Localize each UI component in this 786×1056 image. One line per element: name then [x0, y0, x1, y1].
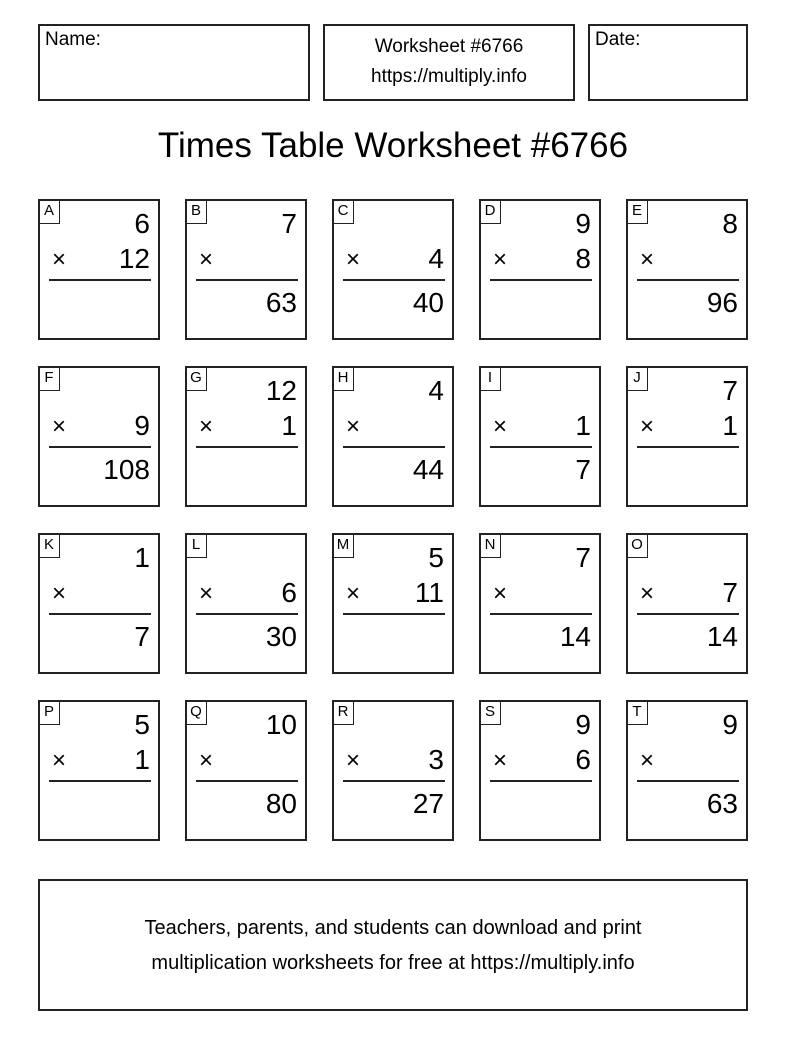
problem-bottom-number: 12: [118, 243, 150, 274]
problem-letter: K: [39, 534, 60, 558]
problem-bottom-number: 7: [722, 577, 738, 608]
times-sign: ×: [346, 580, 361, 607]
times-sign: ×: [199, 747, 214, 774]
problem-answer: 63: [706, 788, 738, 819]
problem-card[interactable]: [185, 700, 307, 841]
problem-letter: H: [333, 367, 354, 391]
problem-bottom-number: 1: [722, 410, 738, 441]
problem-top-number: 10: [265, 709, 297, 740]
problem-answer: 7: [575, 454, 591, 485]
problem-rule-line: [490, 279, 592, 281]
problem-letter: E: [627, 200, 648, 224]
problem-card[interactable]: [185, 199, 307, 340]
problem-card[interactable]: [38, 366, 160, 507]
problem-card[interactable]: [332, 199, 454, 340]
problem-top-number: 12: [265, 375, 297, 406]
problem-answer: 27: [412, 788, 444, 819]
problem-rule-line: [490, 613, 592, 615]
problem-top-number: 6: [134, 208, 150, 239]
times-sign: ×: [640, 747, 655, 774]
times-sign: ×: [52, 246, 67, 273]
problem-card[interactable]: [479, 199, 601, 340]
problem-letter: D: [480, 200, 501, 224]
problem-bottom-number: 3: [428, 744, 444, 775]
problem-card[interactable]: [626, 533, 748, 674]
times-sign: ×: [52, 413, 67, 440]
problem-top-number: 1: [134, 542, 150, 573]
problem-card[interactable]: [38, 533, 160, 674]
problem-letter: O: [627, 534, 648, 558]
problem-top-number: 7: [575, 542, 591, 573]
problem-card[interactable]: [185, 533, 307, 674]
times-sign: ×: [52, 580, 67, 607]
problem-rule-line: [196, 780, 298, 782]
problem-answer: 108: [103, 454, 150, 485]
times-sign: ×: [346, 413, 361, 440]
footer-line-2: multiplication worksheets for free at https://multiply.info: [151, 952, 635, 974]
problem-top-number: 7: [722, 375, 738, 406]
problem-answer: 63: [265, 287, 297, 318]
problem-letter: B: [186, 200, 207, 224]
problem-rule-line: [49, 279, 151, 281]
problem-letter: A: [39, 200, 60, 224]
problem-rule-line: [49, 446, 151, 448]
problem-letter: F: [39, 367, 60, 391]
problem-answer: 7: [134, 621, 150, 652]
problem-answer: 96: [706, 287, 738, 318]
problem-letter: M: [333, 534, 354, 558]
problem-rule-line: [490, 780, 592, 782]
problem-letter: R: [333, 701, 354, 725]
problem-card[interactable]: [185, 366, 307, 507]
problem-top-number: 4: [428, 375, 444, 406]
times-sign: ×: [493, 413, 508, 440]
footer-line-1: Teachers, parents, and students can download and print: [144, 917, 642, 939]
problem-letter: J: [627, 367, 648, 391]
problem-card[interactable]: [479, 533, 601, 674]
times-sign: ×: [199, 580, 214, 607]
problem-card[interactable]: [332, 533, 454, 674]
problem-rule-line: [637, 613, 739, 615]
problem-top-number: 5: [428, 542, 444, 573]
problem-rule-line: [196, 613, 298, 615]
times-sign: ×: [52, 747, 67, 774]
problem-top-number: 5: [134, 709, 150, 740]
problem-bottom-number: 8: [575, 243, 591, 274]
problem-letter: L: [186, 534, 207, 558]
problem-letter: P: [39, 701, 60, 725]
problem-bottom-number: 6: [575, 744, 591, 775]
problem-card[interactable]: [332, 366, 454, 507]
problem-rule-line: [49, 613, 151, 615]
problem-top-number: 9: [575, 208, 591, 239]
problem-card[interactable]: [38, 199, 160, 340]
problem-rule-line: [343, 780, 445, 782]
problem-letter: I: [480, 367, 501, 391]
problem-bottom-number: 11: [414, 577, 444, 608]
times-sign: ×: [640, 580, 655, 607]
problem-answer: 14: [559, 621, 591, 652]
problem-bottom-number: 1: [575, 410, 591, 441]
problem-rule-line: [343, 446, 445, 448]
problem-answer: 80: [265, 788, 297, 819]
times-sign: ×: [640, 413, 655, 440]
times-sign: ×: [199, 413, 214, 440]
problem-rule-line: [637, 780, 739, 782]
problem-card[interactable]: [332, 700, 454, 841]
times-sign: ×: [493, 580, 508, 607]
problem-card[interactable]: [626, 700, 748, 841]
problem-letter: G: [186, 367, 207, 391]
problem-letter: Q: [186, 701, 207, 725]
problem-bottom-number: 6: [281, 577, 297, 608]
problem-bottom-number: 4: [428, 243, 444, 274]
problem-letter: S: [480, 701, 501, 725]
problem-answer: 40: [412, 287, 444, 318]
page-title: Times Table Worksheet #6766: [157, 126, 629, 165]
date-label: Date:: [595, 29, 641, 50]
problem-card[interactable]: [479, 700, 601, 841]
problem-letter: N: [480, 534, 501, 558]
times-sign: ×: [346, 747, 361, 774]
problem-rule-line: [196, 446, 298, 448]
problem-rule-line: [343, 279, 445, 281]
problem-card[interactable]: [38, 700, 160, 841]
problem-answer: 14: [706, 621, 738, 652]
problem-card[interactable]: [626, 366, 748, 507]
problem-rule-line: [49, 780, 151, 782]
problem-top-number: 9: [575, 709, 591, 740]
problem-card[interactable]: [479, 366, 601, 507]
problem-answer: 44: [412, 454, 444, 485]
problem-bottom-number: 9: [134, 410, 150, 441]
times-sign: ×: [199, 246, 214, 273]
problem-rule-line: [196, 279, 298, 281]
problem-letter: C: [333, 200, 354, 224]
times-sign: ×: [493, 246, 508, 273]
problem-rule-line: [637, 446, 739, 448]
problem-rule-line: [637, 279, 739, 281]
problem-top-number: 7: [281, 208, 297, 239]
problem-card[interactable]: [626, 199, 748, 340]
footer-box: [38, 879, 748, 1011]
times-sign: ×: [346, 246, 361, 273]
problem-rule-line: [490, 446, 592, 448]
name-label: Name:: [45, 29, 101, 50]
problem-letter: T: [627, 701, 648, 725]
times-sign: ×: [640, 246, 655, 273]
problem-answer: 30: [265, 621, 297, 652]
problem-top-number: 8: [722, 208, 738, 239]
problem-rule-line: [343, 613, 445, 615]
worksheet-number: Worksheet #6766: [374, 36, 524, 57]
problem-bottom-number: 1: [134, 744, 150, 775]
problem-bottom-number: 1: [281, 410, 297, 441]
problem-top-number: 9: [722, 709, 738, 740]
worksheet-url: https://multiply.info: [371, 66, 527, 87]
times-sign: ×: [493, 747, 508, 774]
